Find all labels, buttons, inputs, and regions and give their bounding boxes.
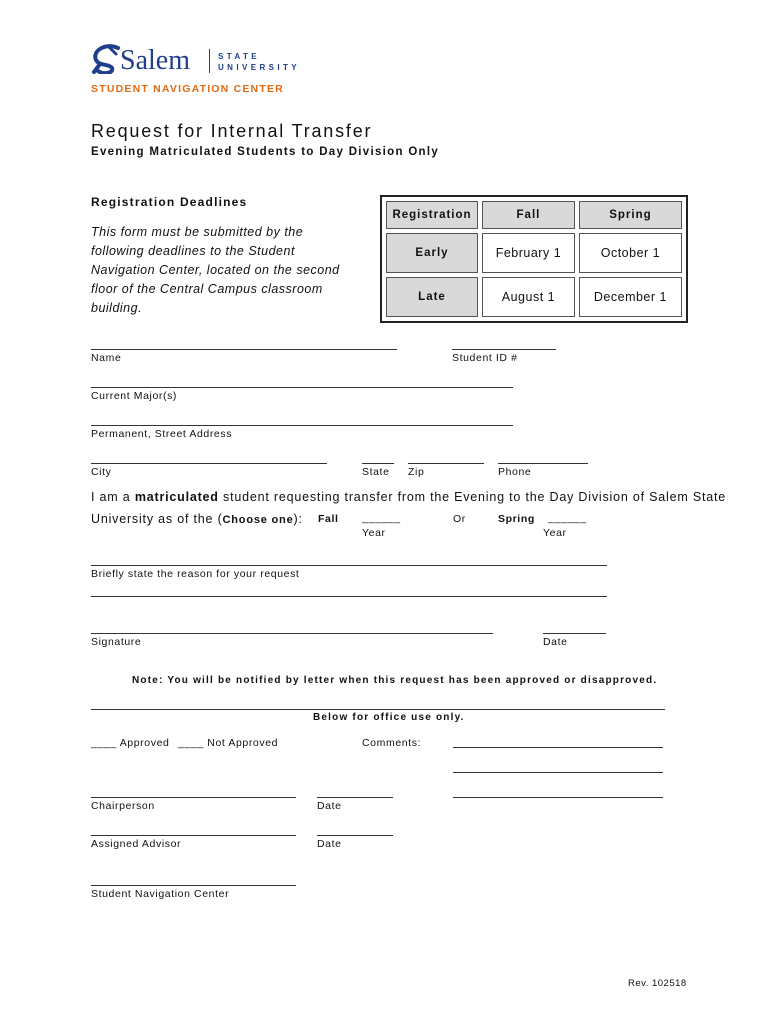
not-approved-option[interactable]: ____ Not Approved	[178, 737, 279, 749]
statement2-choose-one: Choose one	[222, 514, 294, 526]
statement2-post: ):	[293, 512, 303, 526]
phone-label: Phone	[498, 466, 532, 478]
chairperson-date-label: Date	[317, 800, 342, 812]
page-subtitle: Evening Matriculated Students to Day Division Only	[91, 146, 440, 158]
zip-field[interactable]	[408, 463, 484, 464]
fall-year-label: Year	[362, 527, 386, 539]
fall-year-field[interactable]: ______	[362, 512, 401, 524]
advisor-label: Assigned Advisor	[91, 838, 182, 850]
signature-field[interactable]	[91, 633, 493, 634]
chairperson-date-field[interactable]	[317, 797, 393, 798]
name-field[interactable]	[91, 349, 397, 350]
deadlines-heading: Registration Deadlines	[91, 195, 248, 209]
advisor-date-label: Date	[317, 838, 342, 850]
row-label-late: Late	[386, 277, 478, 317]
deadlines-table	[380, 195, 688, 323]
city-field[interactable]	[91, 463, 327, 464]
name-label: Name	[91, 352, 122, 364]
logo-center: STUDENT NAVIGATION CENTER	[91, 83, 284, 95]
statement2-pre: University as of the (	[91, 512, 223, 526]
late-spring-date: December 1	[579, 277, 682, 317]
student-id-field[interactable]	[452, 349, 556, 350]
student-id-label: Student ID #	[452, 352, 518, 364]
major-field[interactable]	[91, 387, 513, 388]
state-label: State	[362, 466, 390, 478]
logo-brand: Salem	[120, 45, 190, 76]
deadlines-instructions: This form must be submitted by the following deadlines to the Student Navigation Center, located on the second floor of the Central Campus classroom building.	[91, 225, 340, 315]
statement-post: student requesting transfer from the Evening to the Day Division of Salem State	[218, 490, 727, 504]
header-registration: Registration	[386, 201, 478, 229]
signature-date-field[interactable]	[543, 633, 606, 634]
early-spring-date: October 1	[579, 233, 682, 273]
salem-logo-emblem-icon	[90, 44, 124, 74]
approved-option[interactable]: ____ Approved	[91, 737, 170, 749]
statement-matriculated: matriculated	[134, 490, 219, 504]
logo-state: STATE	[218, 52, 261, 61]
deadlines-row-late	[386, 277, 682, 317]
spring-option[interactable]: Spring	[498, 513, 535, 525]
comments-field-line2[interactable]	[453, 772, 663, 773]
spring-year-field[interactable]: ______	[548, 512, 587, 524]
logo-university: UNIVERSITY	[218, 63, 301, 72]
logo-divider	[209, 49, 210, 73]
address-field[interactable]	[91, 425, 513, 426]
chairperson-field[interactable]	[91, 797, 296, 798]
reason-field-line2[interactable]	[91, 596, 607, 597]
reason-field-line1[interactable]	[91, 565, 607, 566]
page-title: Request for Internal Transfer	[91, 121, 373, 141]
deadlines-header-row	[386, 201, 682, 229]
deadlines-row-early	[386, 233, 682, 273]
comments-field-line3[interactable]	[453, 797, 663, 798]
transfer-statement-line1	[91, 490, 726, 504]
signature-label: Signature	[91, 636, 142, 648]
notification-note: Note: You will be notified by letter when this request has been approved or disapproved.	[132, 675, 658, 686]
comments-field-line1[interactable]	[453, 747, 663, 748]
address-label: Permanent, Street Address	[91, 428, 233, 440]
city-label: City	[91, 466, 112, 478]
comments-label: Comments:	[362, 737, 422, 749]
transfer-statement-line2	[91, 512, 303, 526]
header-fall: Fall	[482, 201, 575, 229]
spring-year-label: Year	[543, 527, 567, 539]
state-field[interactable]	[362, 463, 394, 464]
advisor-date-field[interactable]	[317, 835, 393, 836]
office-use-heading: Below for office use only.	[313, 712, 465, 723]
header-spring: Spring	[579, 201, 682, 229]
revision-label: Rev. 102518	[628, 978, 687, 989]
navigation-center-field[interactable]	[91, 885, 296, 886]
statement-pre: I am a	[91, 490, 135, 504]
reason-label: Briefly state the reason for your request	[91, 568, 300, 580]
signature-date-label: Date	[543, 636, 568, 648]
or-label: Or	[453, 513, 466, 525]
navigation-center-label: Student Navigation Center	[91, 888, 230, 900]
late-fall-date: August 1	[482, 277, 575, 317]
fall-option[interactable]: Fall	[318, 513, 339, 525]
office-use-divider	[91, 709, 665, 710]
advisor-field[interactable]	[91, 835, 296, 836]
phone-field[interactable]	[498, 463, 588, 464]
chairperson-label: Chairperson	[91, 800, 155, 812]
major-label: Current Major(s)	[91, 390, 178, 402]
zip-label: Zip	[408, 466, 425, 478]
early-fall-date: February 1	[482, 233, 575, 273]
row-label-early: Early	[386, 233, 478, 273]
